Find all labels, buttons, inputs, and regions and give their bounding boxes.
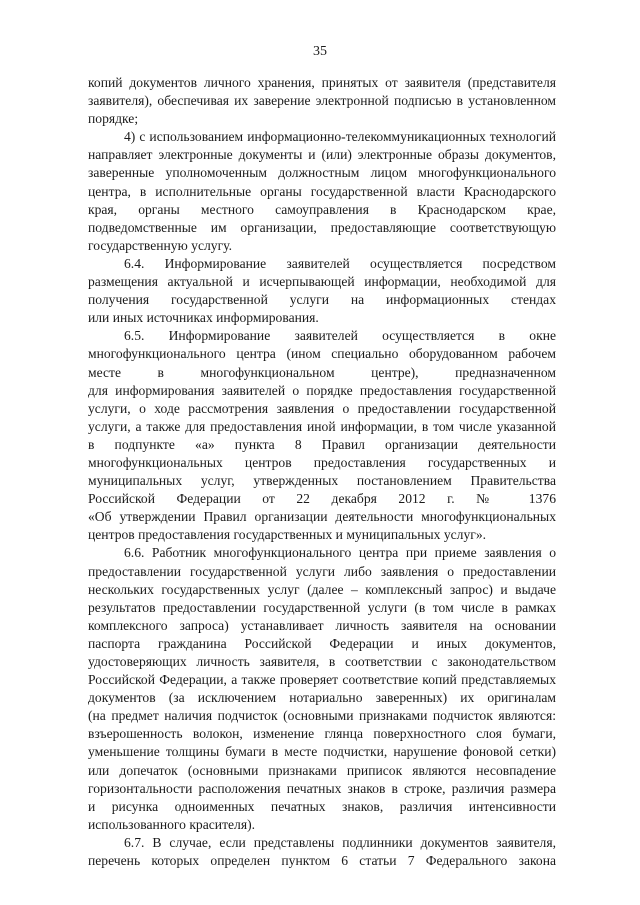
text-line: комплексного запроса) устанавливает личность заявителя на основании (88, 617, 556, 633)
text-line: уменьшение толщины бумаги в месте подчистки, нарушение фоновой сетки) (88, 744, 556, 760)
text-line: паспорта гражданина Российской Федерации и иных документов, (88, 635, 556, 651)
text-line: 6.7. В случае, если представлены подлинники документов заявителя, (124, 834, 556, 850)
text-line: многофункционального центра (ином специально оборудованном рабочем (88, 346, 556, 362)
text-line: получения государственной услуги на информационных стендах (88, 292, 556, 308)
text-line: «Об утверждении Правил организации деятельности многофункциональных (88, 509, 556, 525)
text-line: перечень которых определен пунктом 6 статьи 7 Федерального закона (88, 853, 556, 869)
text-line: взъерошенность волокон, изменение глянца поверхностного слоя бумаги, (88, 726, 556, 742)
document-body (88, 74, 556, 870)
text-line: размещения актуальной и исчерпывающей информации, необходимой для (88, 274, 556, 290)
text-line: нескольких государственных услуг (далее – комплексный запрос) и выдаче (88, 581, 556, 597)
text-line: центров предоставления государственных и муниципальных услуг». (88, 527, 487, 543)
text-line: 6.6. Работник многофункционального центра при приеме заявления о (124, 545, 556, 561)
text-line: 4) с использованием информационно-телекоммуникационных технологий (124, 129, 556, 145)
text-line: подведомственные им организации, предоставляющие соответствующую (88, 219, 556, 235)
text-line: месте в многофункциональном центре), предназначенном (88, 364, 556, 380)
text-line: центра, в исполнительные органы государственной власти Краснодарского (88, 183, 556, 199)
text-line: для информирования заявителей о порядке предоставления государственной (88, 382, 556, 398)
text-line: государственную услугу. (88, 237, 232, 253)
text-line: удостоверяющих личность заявителя, в соответствии с законодательством (88, 654, 556, 669)
page-number: 35 (313, 44, 327, 59)
text-line: услуги, о ходе рассмотрения заявления о предоставлении государственной (88, 400, 556, 416)
text-line: или допечаток (основными признаками приписок являются несовпадение (88, 762, 556, 778)
text-line: результатов предоставлении государственной услуги (в том числе в рамках (88, 599, 556, 615)
text-line: предоставлении государственной услуги либо заявления о предоставлении (88, 563, 556, 579)
text-line: многофункциональных центров предоставления государственных и (88, 454, 556, 470)
text-line: (на предмет наличия подчисток (основными признаками подчисток являются: (88, 708, 556, 724)
text-line: заявителя), обеспечивая их заверение электронной подписью в установленном (88, 93, 556, 109)
text-line: 6.5. Информирование заявителей осуществляется в окне (124, 328, 556, 344)
text-line: заверенные уполномоченным должностным лицом многофункционального (88, 165, 556, 181)
text-line: документов (за исключением нотариально заверенных) их оригиналам (88, 690, 556, 706)
text-line: услуги, а также для предоставления иной информации, в том числе указанной (88, 418, 556, 434)
text-line: края, органы местного самоуправления в Краснодарском крае, (88, 201, 556, 217)
text-line: копий документов личного хранения, принятых от заявителя (представителя (88, 75, 556, 90)
text-line: 6.4. Информирование заявителей осуществляется посредством (124, 255, 556, 271)
text-line: муниципальных услуг, утвержденных постановлением Правительства (88, 473, 556, 489)
text-line: и рисунка одноименных печатных знаков, различия интенсивности (88, 798, 556, 814)
text-line: использованного красителя). (88, 816, 256, 832)
text-line: или иных источниках информирования. (88, 310, 319, 326)
text-line: Российской Федерации от 22 декабря 2012 г. № 1376 (88, 491, 556, 507)
text-line: в подпункте «а» пункта 8 Правил организации деятельности (88, 436, 556, 452)
text-line: Российской Федерации, а также проверяет соответствие копий представляемых (88, 672, 556, 688)
text-line: горизонтальности расположения печатных знаков в строке, различия размера (88, 780, 556, 796)
text-line: порядке; (88, 111, 139, 127)
text-line: направляет электронные документы и (или) электронные образы документов, (88, 147, 556, 163)
